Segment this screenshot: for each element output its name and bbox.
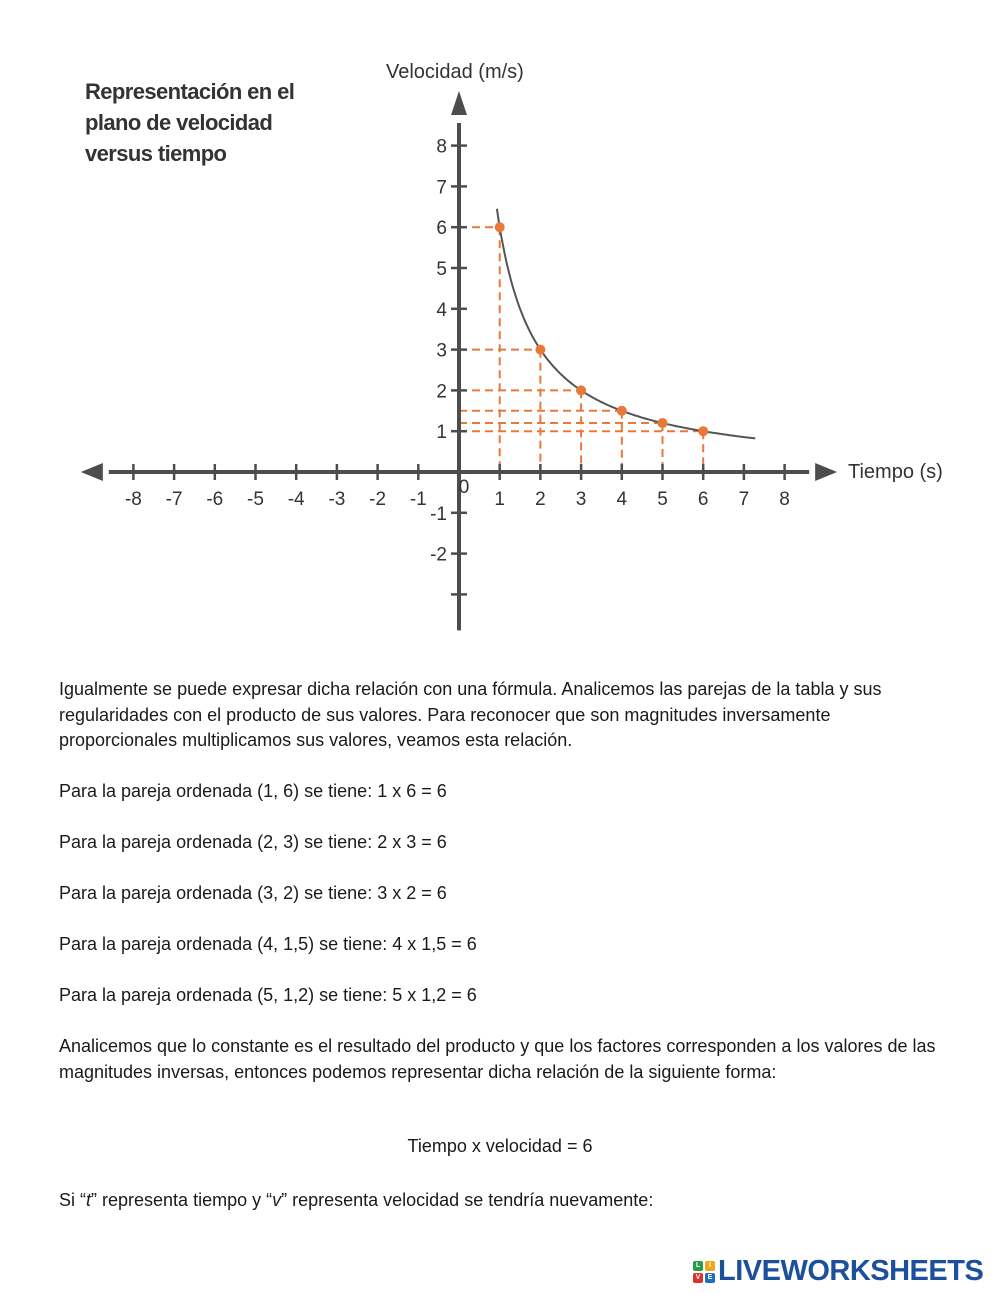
data-point xyxy=(658,418,668,428)
x-tick-label: 1 xyxy=(494,489,505,510)
pair-line-5: Para la pareja ordenada (5, 1,2) se tiene: 5 x 1,2 = 6 xyxy=(59,985,477,1005)
points-group xyxy=(495,222,709,436)
x-tick-label: -3 xyxy=(328,489,346,510)
final-mid: ” representa tiempo y “ xyxy=(91,1190,273,1210)
final-prefix: Si “ xyxy=(59,1190,86,1210)
paragraph-final xyxy=(59,1188,949,1214)
brand-footer xyxy=(693,1255,983,1288)
logo-letter: L xyxy=(693,1261,703,1271)
data-point xyxy=(576,385,586,395)
brand-name: LIVEWORKSHEETS xyxy=(718,1255,984,1287)
logo-letter: E xyxy=(705,1273,715,1283)
guide-lines xyxy=(459,227,703,472)
origin-label: 0 xyxy=(458,477,470,498)
y-tick-label: -1 xyxy=(430,503,447,525)
x-axis-arrow-left xyxy=(81,463,103,481)
x-tick-label: -4 xyxy=(287,489,305,510)
y-tick-label: 4 xyxy=(436,299,447,321)
final-suffix: ” representa velocidad se tendría nuevamente: xyxy=(281,1190,654,1210)
x-tick-label: 3 xyxy=(575,489,587,510)
inverse-curve xyxy=(497,209,755,439)
x-tick-label: 7 xyxy=(738,489,750,510)
pair-line-1: Para la pareja ordenada (1, 6) se tiene: 1 x 6 = 6 xyxy=(59,781,447,801)
data-point xyxy=(617,406,627,416)
pair-line-4: Para la pareja ordenada (4, 1,5) se tiene: 4 x 1,5 = 6 xyxy=(59,934,477,954)
axes xyxy=(81,91,837,630)
data-point xyxy=(698,426,708,436)
x-tick-label: 4 xyxy=(616,489,628,510)
y-tick-label: 2 xyxy=(436,381,447,403)
formula: Tiempo x velocidad = 6 xyxy=(407,1136,593,1156)
x-tick-label: -1 xyxy=(409,489,427,510)
y-tick-label: 8 xyxy=(436,136,447,158)
y-axis-arrow-up xyxy=(451,91,467,115)
pair-line-3: Para la pareja ordenada (3, 2) se tiene: 3 x 2 = 6 xyxy=(59,883,447,903)
paragraph-intro: Igualmente se puede expresar dicha relación con una fórmula. Analicemos las parejas de la tabla y sus regularidades con el producto de sus valores. Para reconocer que son magnitudes inversamente proporcionales multiplicamos sus valores, veamos esta relación. xyxy=(59,679,882,750)
x-tick-label: -8 xyxy=(124,489,142,510)
curve-group xyxy=(497,209,755,439)
y-tick-label: 5 xyxy=(436,259,447,280)
data-point xyxy=(495,222,505,232)
y-tick-label: 1 xyxy=(436,422,447,444)
x-tick-label: 8 xyxy=(779,489,790,510)
x-tick-label: 2 xyxy=(535,489,546,510)
y-tick-label: -2 xyxy=(430,544,447,566)
logo-letter: I xyxy=(705,1261,715,1271)
y-tick-label: 7 xyxy=(436,177,447,199)
liveworksheets-logo-icon xyxy=(693,1261,715,1283)
paragraph-analysis: Analicemos que lo constante es el resultado del producto y que los factores corresponden a los valores de las magnitudes inversas, entonces podemos representar dicha relación de la siguiente forma: xyxy=(59,1036,936,1082)
x-tick-label: 5 xyxy=(657,489,668,510)
final-v: v xyxy=(272,1190,282,1210)
y-axis-label: Velocidad (m/s) xyxy=(386,61,524,83)
pair-line-2: Para la pareja ordenada (2, 3) se tiene: 2 x 3 = 6 xyxy=(59,832,447,852)
x-axis-label: Tiempo (s) xyxy=(848,461,943,483)
x-tick-label: -2 xyxy=(369,489,387,510)
y-tick-label: 3 xyxy=(436,340,447,362)
x-tick-label: -6 xyxy=(206,489,224,510)
logo-letter: V xyxy=(693,1273,703,1283)
x-tick-label: 6 xyxy=(697,489,709,510)
data-point xyxy=(535,345,545,355)
x-tick-label: -7 xyxy=(165,489,183,510)
chart-title: Representación en el plano de velocidad versus tiempo xyxy=(85,79,295,166)
final-t: t xyxy=(86,1190,92,1210)
x-axis-arrow-right xyxy=(815,463,837,481)
x-tick-label: -5 xyxy=(247,489,264,510)
y-tick-label: 6 xyxy=(436,218,447,240)
